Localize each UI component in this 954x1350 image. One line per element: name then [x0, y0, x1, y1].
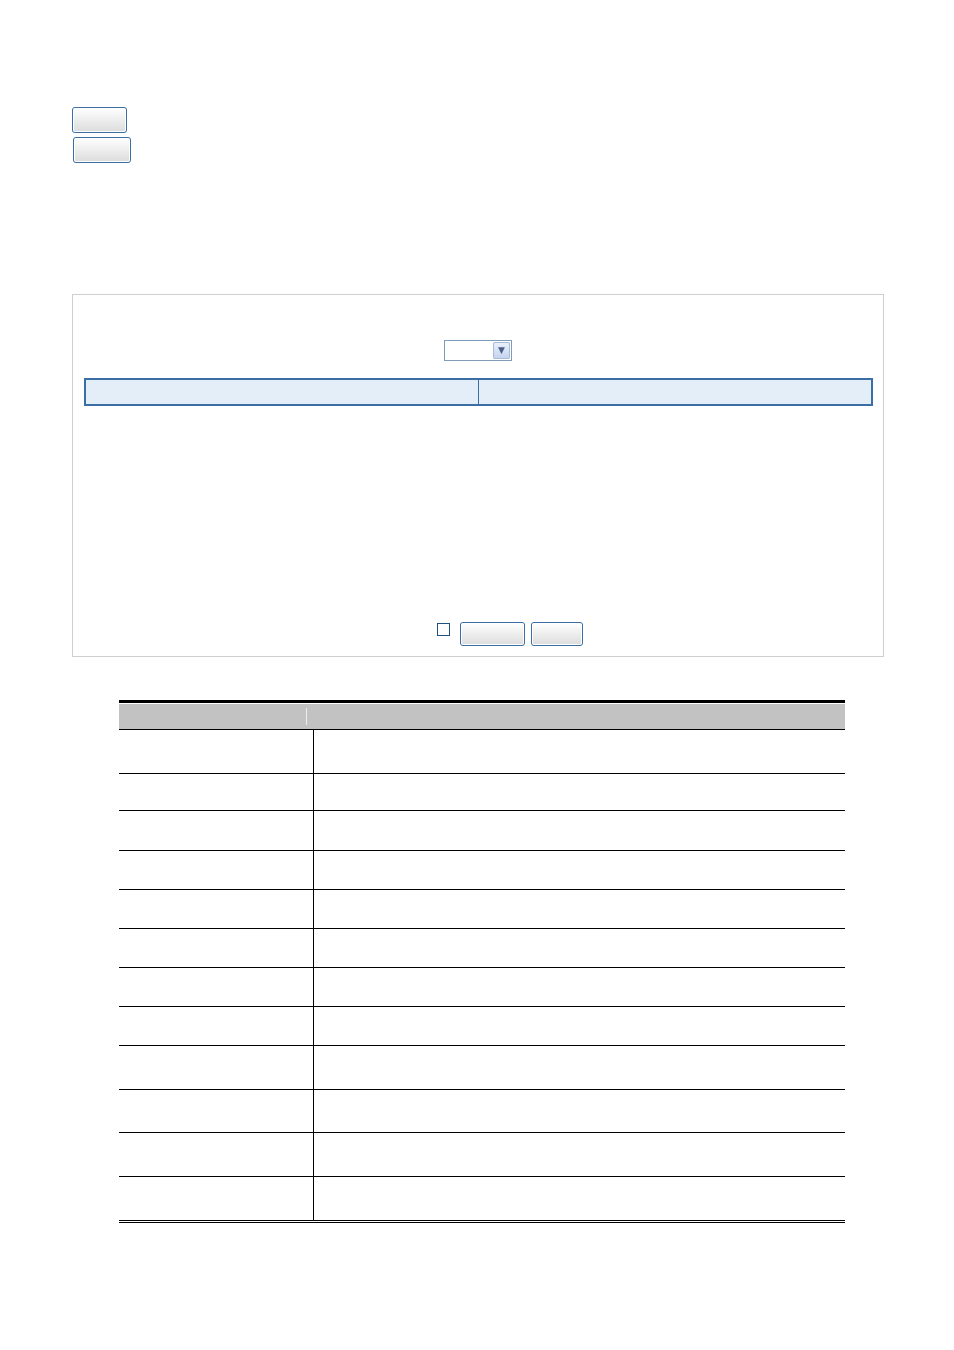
chevron-down-icon[interactable]: ▼ — [493, 342, 510, 359]
table-bottom-rule — [119, 1220, 845, 1223]
statistics-table — [84, 378, 873, 406]
save-button[interactable] — [72, 107, 127, 133]
table-top-rule — [119, 700, 845, 703]
port-select[interactable] — [444, 340, 512, 361]
refresh-button[interactable] — [460, 622, 525, 646]
table-row-divider — [119, 810, 845, 811]
table-row-divider — [119, 773, 845, 774]
table-row-divider — [119, 850, 845, 851]
table-row-divider — [119, 967, 845, 968]
auto-refresh-checkbox[interactable] — [437, 623, 450, 636]
reset-button[interactable] — [73, 137, 131, 163]
transmit-packets-header — [479, 379, 873, 405]
table-row-divider — [119, 1006, 845, 1007]
table-row-divider — [119, 889, 845, 890]
clear-button[interactable] — [531, 622, 583, 646]
receive-packets-header — [85, 379, 479, 405]
description-table — [119, 700, 845, 1223]
header-divider — [306, 708, 307, 725]
table-row-divider — [119, 1132, 845, 1133]
table-row-divider — [119, 1045, 845, 1046]
table-row-divider — [119, 1176, 845, 1177]
table-row-divider — [119, 928, 845, 929]
table-row-divider — [119, 1089, 845, 1090]
column-divider — [313, 730, 314, 1220]
description-table-header — [119, 704, 845, 730]
statistics-panel — [72, 294, 884, 657]
